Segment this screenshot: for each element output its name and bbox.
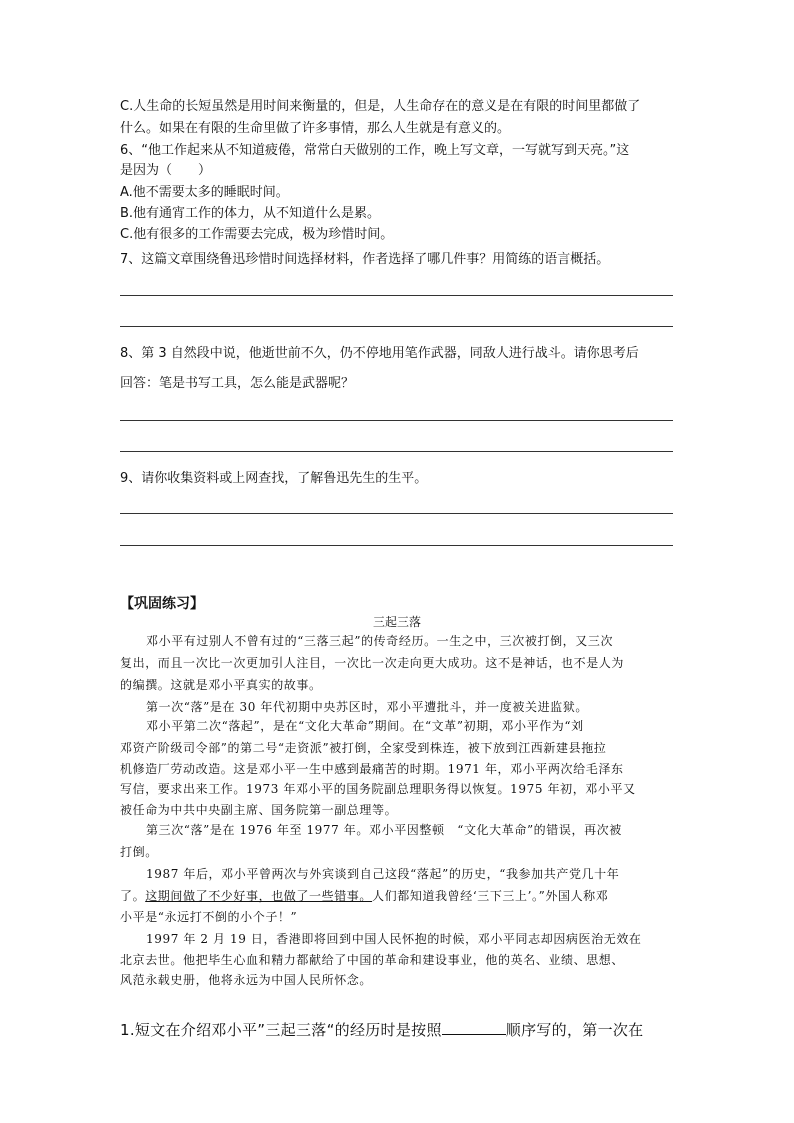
article-title: 三起三落 (372, 615, 421, 629)
article-line: 邓小平有过别人不曾有过的“三落三起”的传奇经历。一生之中，三次被打倒，又三次 (146, 634, 614, 648)
article-line: 邓小平第二次“落起”，是在“文化大革命”期间。在“文革”初期，邓小平作为“刘 (146, 719, 584, 733)
section-heading: 【巩固练习】 (120, 596, 204, 612)
practice-question-1 (120, 1018, 643, 1042)
article-line: 第三次“落”是在 1976 年至 1977 年。邓小平因整顿 “文化大革命”的错误，再次被 (146, 823, 622, 837)
article-line: 被任命为中共中央副主席、国务院第一副总理等。 (120, 803, 398, 817)
article-line-quote (120, 886, 676, 906)
answer-line[interactable] (120, 545, 673, 546)
answer-line[interactable] (120, 420, 673, 421)
article-line: 北京去世。他把毕生心血和精力都献给了中国的革命和建设事业，他的英名、业绩、思想、 (120, 953, 625, 967)
question-7: 7、这篇文章围绕鲁迅珍惜时间选择材料，作者选择了哪几件事？用简练的语言概括。 (120, 252, 610, 267)
answer-line[interactable] (120, 326, 673, 327)
article-line: 小平是“永远打不倒的小个子！” (120, 910, 298, 924)
article-line: 1997 年 2 月 19 日，香港即将回到中国人民怀抱的时候，邓小平同志却因病医治无效在 (146, 932, 642, 946)
article-line: 复出，而且一次比一次更加引人注目，一次比一次走向更大成功。这不是神话，也不是人为 (120, 656, 625, 670)
question-6-option-b: B.他有通宵工作的体力，从不知道什么是累。 (120, 206, 381, 221)
answer-line[interactable] (120, 295, 673, 296)
question-6-option-a: A.他不需要太多的睡眠时间。 (120, 185, 289, 200)
article-line: 写信，要求出来工作。1973 年邓小平的国务院副总理职务得以恢复。1975 年初，邓小平又 (120, 782, 636, 796)
quote-pre: 了。 (120, 889, 146, 903)
question-6-option-c: C.他有很多的工作需要去完成，极为珍惜时间。 (120, 227, 394, 242)
article-line: 打倒。 (120, 845, 158, 859)
article-line: 邓资产阶级司令部”的第二号“走资派”被打倒，全家受到株连，被下放到江西新建县拖拉 (120, 741, 607, 755)
answer-line[interactable] (120, 451, 673, 452)
article-line: 风范永载史册，他将永远为中国人民所怀念。 (120, 973, 373, 987)
article-line: 1987 年后，邓小平曾两次与外宾谈到自己这段“落起”的历史，“我参加共产党几十年 (146, 867, 620, 881)
fill-blank[interactable] (442, 1020, 506, 1035)
question-8-line2: 回答：笔是书写工具，怎么能是武器呢？ (120, 376, 355, 391)
quote-post: 人们都知道我曾经‘三下三上’。”外国人称邓 (372, 889, 609, 903)
answer-line[interactable] (120, 513, 673, 514)
article-line: 的编撰。这就是邓小平真实的故事。 (120, 678, 322, 692)
option-c-line2: 什么。如果在有限的生命里做了许多事情，那么人生就是有意义的。 (120, 121, 511, 136)
question-9: 9、请你收集资料或上网查找，了解鲁迅先生的生平。 (120, 471, 428, 486)
question-1-pre: 1.短文在介绍邓小平”三起三落“的经历时是按照 (120, 1021, 442, 1039)
article-line: 机修造厂劳动改造。这是邓小平一生中感到最痛苦的时期。1971 年，邓小平两次给毛泽东 (120, 762, 624, 776)
question-8-line1: 8、第 3 自然段中说，他逝世前不久，仍不停地用笔作武器，同敌人进行战斗。请你思考后 (120, 346, 639, 361)
option-c-line1: C.人生命的长短虽然是用时间来衡量的，但是，人生命存在的意义是在有限的时间里都做了 (120, 99, 641, 114)
underlined-sentence: 这期间做了不少好事，也做了一些错事。 (145, 889, 373, 903)
question-1-post: 顺序写的，第一次在 (505, 1021, 644, 1039)
question-6-line1: 6、“他工作起来从不知道疲倦，常常白天做别的工作，晚上写文章，一写就写到天亮。”这 (120, 143, 630, 158)
question-6-line2: 是因为（ ） (120, 163, 212, 178)
article-line: 第一次“落”是在 30 年代初期中央苏区时，邓小平遭批斗，并一度被关进监狱。 (146, 700, 588, 714)
